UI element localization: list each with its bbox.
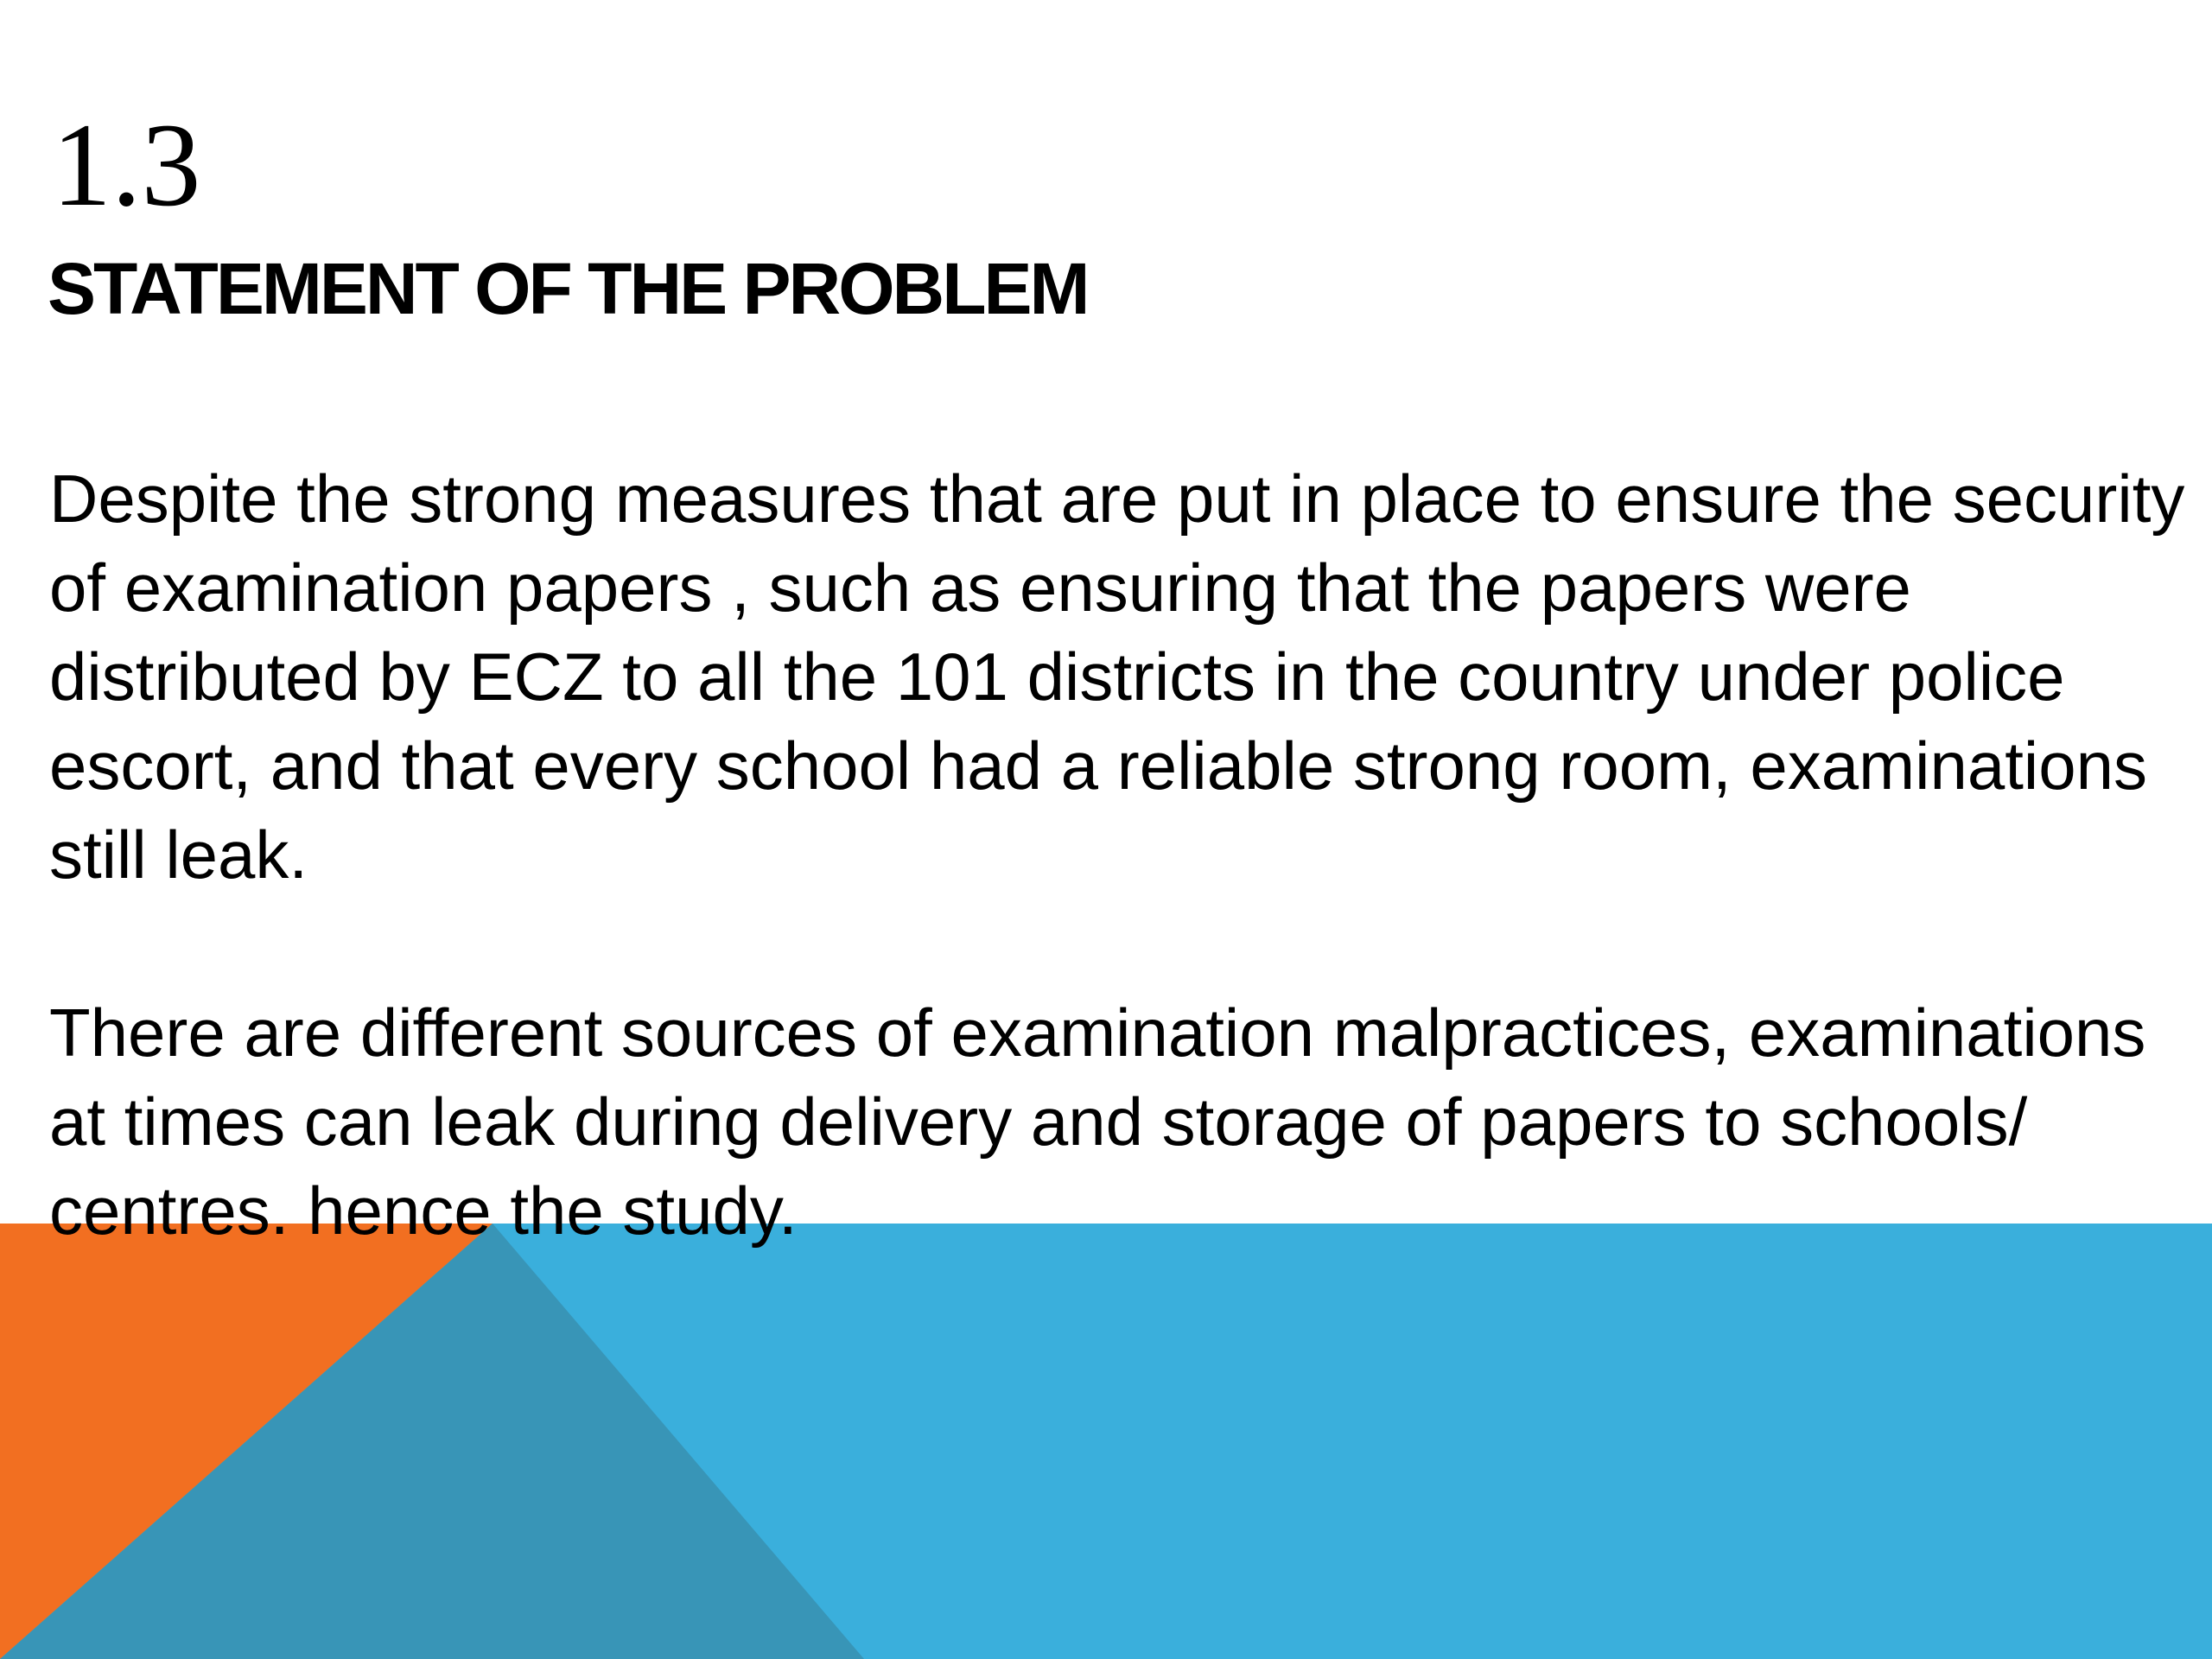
- section-number: 1.3: [52, 99, 201, 231]
- slide-title: STATEMENT OF THE PROBLEM: [48, 248, 1088, 329]
- body-paragraph: Despite the strong measures that are put in place to ensure the security of examination papers , such as ensuring that the papers were distributed by ECZ to all the 101 districts in the country under police escort, and that every school had a reliable strong room, examinations still leak.: [49, 461, 2185, 893]
- body-paragraph: There are different sources of examination malpractices, examinations at times can leak during delivery and storage of papers to schools/ centres. hence the study.: [49, 995, 2146, 1249]
- slide-body: [49, 454, 2201, 1255]
